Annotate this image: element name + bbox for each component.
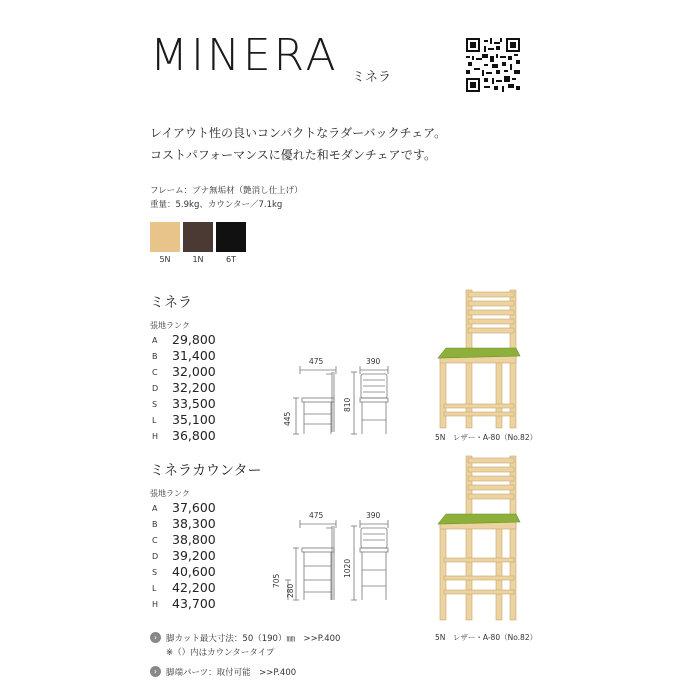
price-grade: S <box>152 400 158 409</box>
section-title-counter: ミネラカウンター <box>150 463 262 479</box>
arrow-right-icon: › <box>150 666 161 677</box>
price-grade: L <box>152 416 157 425</box>
price-value: 43,700 <box>172 596 216 611</box>
price-grade: A <box>152 504 158 513</box>
finish-label: 1N <box>192 255 204 264</box>
page-subtitle: ミネラ <box>352 70 392 85</box>
price-grade: H <box>152 432 159 441</box>
price-row <box>152 348 242 364</box>
dim-width: 475 <box>309 357 324 366</box>
chair-illustration-counter <box>436 452 526 624</box>
price-grade: H <box>152 600 159 609</box>
dimension-drawing-counter <box>272 508 396 608</box>
price-grade: C <box>152 536 158 545</box>
finish-label: 6T <box>226 255 236 264</box>
lead-line-1: レイアウト性の良いコンパクトなラダーバックチェア。 <box>150 126 447 140</box>
price-value: 36,800 <box>172 428 216 443</box>
price-row <box>152 564 242 580</box>
price-row <box>152 332 242 348</box>
price-grade: B <box>152 352 158 361</box>
price-value: 33,500 <box>172 396 216 411</box>
dimension-drawing-minera <box>276 352 396 442</box>
price-value: 40,600 <box>172 564 216 579</box>
price-value: 39,200 <box>172 548 216 563</box>
price-row <box>152 396 242 412</box>
arrow-right-icon: › <box>150 632 161 643</box>
chair-illustration-minera <box>436 286 526 432</box>
price-row <box>152 516 242 532</box>
rank-title: 張地ランク <box>150 321 190 330</box>
dim-seat-height: 445 <box>283 411 292 426</box>
price-value: 35,100 <box>172 412 216 427</box>
dim-depth: 390 <box>366 511 381 520</box>
qr-code-icon[interactable] <box>466 38 520 92</box>
price-value: 38,800 <box>172 532 216 547</box>
section-title-minera: ミネラ <box>150 295 192 311</box>
price-value: 37,600 <box>172 500 216 515</box>
dim-height: 810 <box>343 397 352 412</box>
price-grade: A <box>152 336 158 345</box>
price-row <box>152 580 242 596</box>
price-row <box>152 412 242 428</box>
dim-seat-height: 705 <box>272 573 281 588</box>
photo-caption-counter: 5N レザー・A-80（No.82） <box>435 633 538 642</box>
price-grade: D <box>152 552 159 561</box>
spec-frame: フレーム：ブナ無垢材（艶消し仕上げ） <box>150 186 303 196</box>
spec-weight: 重量：5.9kg、カウンター／7.1kg <box>150 200 283 210</box>
photo-caption-minera: 5N レザー・A-80（No.82） <box>435 433 538 442</box>
price-row <box>152 428 242 444</box>
page-title: MINERA <box>150 30 339 81</box>
dim-foot-height: 280 <box>286 583 295 598</box>
price-value: 29,800 <box>172 332 216 347</box>
note-leg-cut-sub: ※（）内はカウンタータイプ <box>166 648 275 658</box>
dim-depth: 390 <box>366 357 381 366</box>
price-value: 31,400 <box>172 348 216 363</box>
price-row <box>152 548 242 564</box>
finish-swatch-6t[interactable] <box>216 222 246 252</box>
finish-label: 5N <box>159 255 171 264</box>
price-value: 32,200 <box>172 380 216 395</box>
price-value: 42,200 <box>172 580 216 595</box>
price-row <box>152 532 242 548</box>
lead-line-2: コストパフォーマンスに優れた和モダンチェアです。 <box>150 148 436 162</box>
price-value: 38,300 <box>172 516 216 531</box>
price-row <box>152 500 242 516</box>
dim-height: 1020 <box>343 558 352 578</box>
price-value: 32,000 <box>172 364 216 379</box>
price-grade: C <box>152 368 158 377</box>
note-leg-parts: 脚端パーツ：取付可能 >>P.400 <box>166 668 297 678</box>
price-grade: D <box>152 384 159 393</box>
price-grade: S <box>152 568 158 577</box>
finish-swatch-5n[interactable] <box>150 222 180 252</box>
price-grade: B <box>152 520 158 529</box>
note-leg-cut: 脚カット最大寸法：50（190）㎜ >>P.400 <box>166 634 341 644</box>
price-grade: L <box>152 584 157 593</box>
rank-title: 張地ランク <box>150 489 190 498</box>
dim-width: 475 <box>309 511 324 520</box>
price-row <box>152 596 242 612</box>
finish-swatch-1n[interactable] <box>183 222 213 252</box>
price-row <box>152 380 242 396</box>
price-row <box>152 364 242 380</box>
